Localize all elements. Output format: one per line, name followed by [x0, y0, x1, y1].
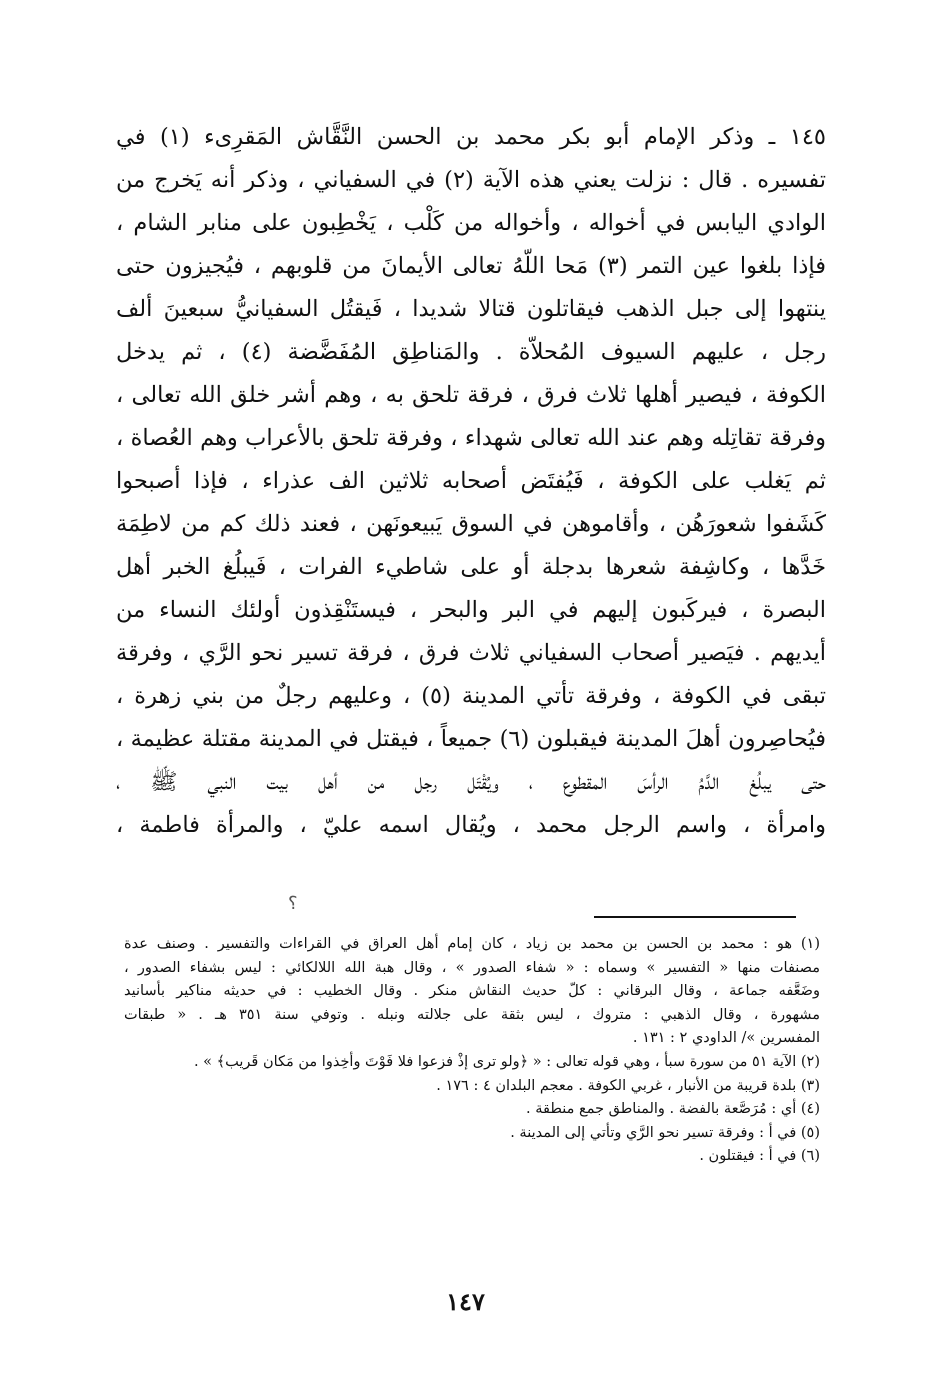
text-line: أيديهم . فيَصير أصحاب السفياني ثلاث فرق ، فرقة تسير نحو الرَّي ، وفرقة: [116, 640, 826, 666]
footnote-line: مصنفات منها « التفسير » وسماه : « شفاء الصدور » ، وقال هبة الله اللالكائي : ليس بشفاء الصدور ،: [124, 959, 820, 976]
page-number: ١٤٧: [446, 1287, 485, 1316]
footnote-line: (٢) الآية ٥١ من سورة سبأ ، وهي قوله تعالى : « ﴿ولو ترى إذْ فزعوا فلا فَوْتَ وأُخِذوا من مَكان قَريب﴾ » .: [193, 1053, 820, 1070]
footnote-line: (٥) في أ : وفرقة تسير نحو الرَّي وتأتي إلى المدينة .: [510, 1124, 820, 1141]
main-text: [116, 116, 826, 847]
footnote-line: (٤) أي : مُرَصَّعة بالفضة . والمناطق جمع منطقة .: [526, 1101, 820, 1118]
footnote-line: (١) هو : محمد بن الحسن بن محمد بن زياد ، كان إمام أهل العراق في القراءات والتفسير . وصنف عدة: [124, 936, 820, 952]
text-line: وامرأة ، واسم الرجل محمد ، ويُقال اسمه عليّ ، والمرأة فاطمة ،: [116, 812, 826, 838]
text-line: ثم يَغلب على الكوفة ، فَيُفتَض أصحابه ثلاثين الف عذراء ، فإذا أصبحوا: [116, 468, 826, 494]
footnotes: [124, 933, 820, 1169]
text-line: كَشَفوا شعورَهُن ، وأقاموهن في السوق يَبيعونَهن ، فعند ذلك كم من لاطِمَة: [116, 511, 826, 537]
text-line: ١٤٥ ـ وذكر الإمام أبو بكر محمد بن الحسن النَّقَّاش المَقرِىء (١) في: [116, 124, 826, 150]
footnote-line: (٣) بلدة قريبة من الأنبار ، غربي الكوفة . معجم البلدان ٤ : ١٧٦ .: [436, 1077, 820, 1094]
footnote-line: مشهورة ، وقال الذهبي : متروك ، ليس بثقة على جلالته ونبله . وتوفي سنة ٣٥١ هـ . « طبقات: [124, 1006, 820, 1023]
text-line: وفرقة تقاتِله وهم عند الله تعالى شهداء ، وفرقة تلحق بالأعراب وهم العُصاة ،: [116, 425, 826, 451]
text-line: فإذا بلغوا عين التمر (٣) مَحا اللّهُ تعالى الأيمانَ من قلوبهم ، فيُجيزون حتى: [116, 253, 826, 279]
text-line: حتى يبلُغ الدَّمُ الرأسَ المقطوع ، ويُقْتَل رجل من أهل بيت النبي ﷺ ،: [116, 769, 826, 795]
footnote-separator: [594, 916, 796, 918]
text-line: فيُحاصِرون أهلَ المدينة فيقبلون (٦) جميعاً ، فيقتل في المدينة مقتلة عظيمة ،: [116, 726, 826, 752]
text-line: الكوفة ، فيصير أهلها ثلاث فرق ، فرقة تلحق به ، وهم أشر خلق الله تعالى ،: [116, 382, 826, 408]
text-line: تفسيره . قال : نزلت يعني هذه الآية (٢) في السفياني ، وذكر أنه يَخرج من: [116, 167, 826, 193]
footnote-line: المفسرين »/ الداودي ٢ : ١٣١ .: [632, 1030, 820, 1047]
text-line: رجل ، عليهم السيوف المُحلاّة . والمَناطِق المُفَضَّضة (٤) ، ثم يدخل: [116, 339, 826, 365]
text-line: الوادي اليابس في أخواله ، وأخواله من كَلْب ، يَخْطِبون على منابر الشام ،: [116, 210, 826, 236]
text-line: تبقى في الكوفة ، وفرقة تأتي المدينة (٥) ، وعليهم رجلٌ من بني زهرة ،: [116, 683, 826, 709]
footnote-line: وضَعَّفه جماعة ، وقال البرقاني : كلّ حديث النقاش منكر . وقال الخطيب : في حديثه مناكير بأسانيد: [124, 983, 820, 1000]
text-line: البصرة ، فيركَبون إليهم في البر والبحر ، فيستَنْقِذون أولئك النساء من: [116, 597, 826, 623]
ornament-mark: ؟: [288, 893, 298, 914]
footnote-line: (٦) في أ : فيقتلون .: [699, 1148, 820, 1165]
text-line: خَدَّها ، وكاشِفة شعرها بدجلة أو على شاطيء الفرات ، فَيبلُغ الخبر أهل: [116, 554, 826, 580]
text-line: ينتهوا إلى جبل الذهب فيقاتلون قتالا شديدا ، فَيقتُل السفيانيُّ سبعينَ ألف: [116, 296, 826, 322]
